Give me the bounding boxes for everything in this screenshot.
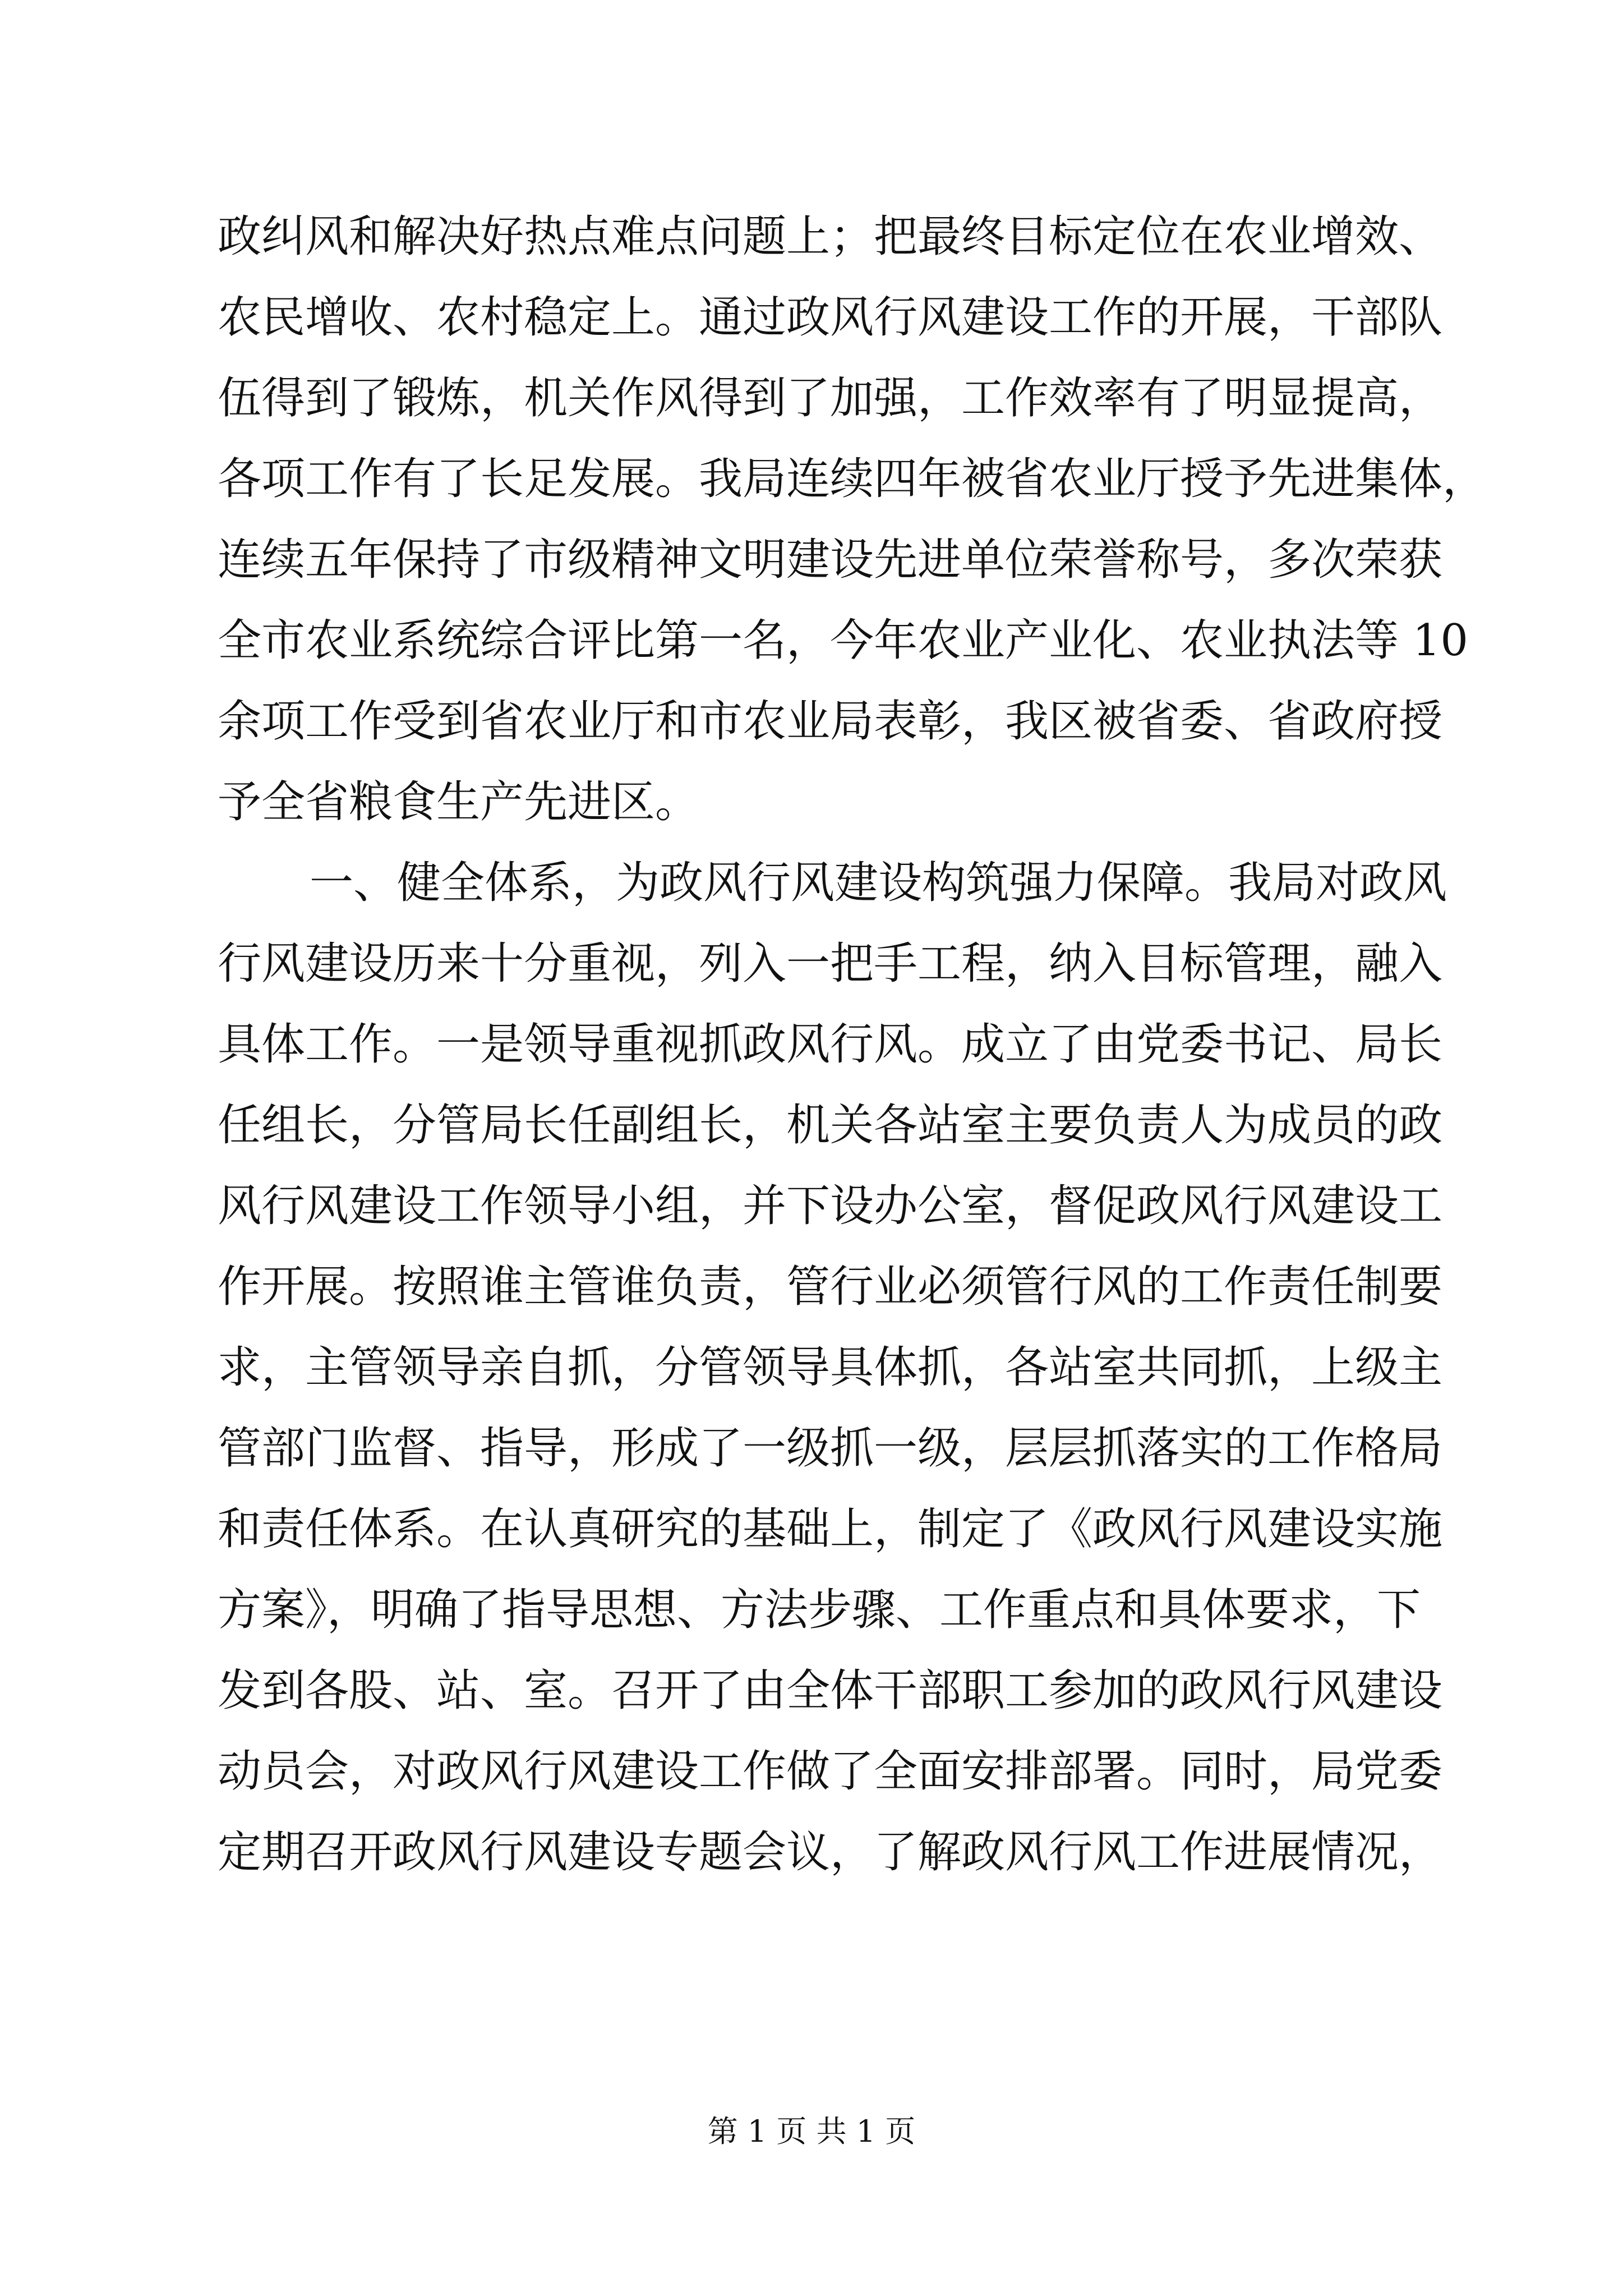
text-line: 作开展。按照谁主管谁负责，管行业必须管行风的工作责任制要 [218, 1262, 1443, 1312]
text-line: 动员会，对政风行风建设工作做了全面安排部署。同时，局党委 [218, 1746, 1443, 1797]
text-line: 方案》，明确了指导思想、方法步骤、工作重点和具体要求，下 [218, 1585, 1421, 1635]
text-line: 和责任体系。在认真研究的基础上，制定了《政风行风建设实施 [218, 1504, 1443, 1554]
text-line: 风行风建设工作领导小组，并下设办公室，督促政风行风建设工 [218, 1181, 1443, 1231]
text-line: 行风建设历来十分重视，列入一把手工程，纳入目标管理，融入 [218, 938, 1443, 989]
paragraph-start-line: 一、健全体系，为政风行风建设构筑强力保障。我局对政风 [310, 858, 1447, 908]
text-line: 定期召开政风行风建设专题会议，了解政风行风工作进展情况， [218, 1827, 1443, 1878]
text-line: 农民增收、农村稳定上。通过政风行风建设工作的开展，干部队 [218, 292, 1443, 343]
text-line: 各项工作有了长足发展。我局连续四年被省农业厅授予先进集体， [218, 454, 1487, 504]
text-line: 余项工作受到省农业厅和市农业局表彰，我区被省委、省政府授 [218, 696, 1443, 747]
text-line: 全市农业系统综合评比第一名，今年农业产业化、农业执法等 10 [218, 615, 1469, 666]
text-line: 予全省粮食生产先进区。 [218, 777, 699, 827]
text-line: 求，主管领导亲自抓，分管领导具体抓，各站室共同抓，上级主 [218, 1342, 1443, 1393]
text-line: 连续五年保持了市级精神文明建设先进单位荣誉称号，多次荣获 [218, 535, 1443, 585]
text-line: 发到各股、站、室。召开了由全体干部职工参加的政风行风建设 [218, 1665, 1443, 1716]
page-footer: 第 1 页 共 1 页 [707, 2114, 916, 2149]
text-line: 政纠风和解决好热点难点问题上；把最终目标定位在农业增效、 [218, 211, 1443, 262]
text-line: 任组长，分管局长任副组长，机关各站室主要负责人为成员的政 [218, 1100, 1443, 1151]
text-line: 伍得到了锻炼，机关作风得到了加强，工作效率有了明显提高， [218, 373, 1443, 424]
text-line: 具体工作。一是领导重视抓政风行风。成立了由党委书记、局长 [218, 1019, 1443, 1070]
body-text [218, 196, 1487, 1893]
text-line: 管部门监督、指导，形成了一级抓一级，层层抓落实的工作格局 [218, 1423, 1443, 1474]
